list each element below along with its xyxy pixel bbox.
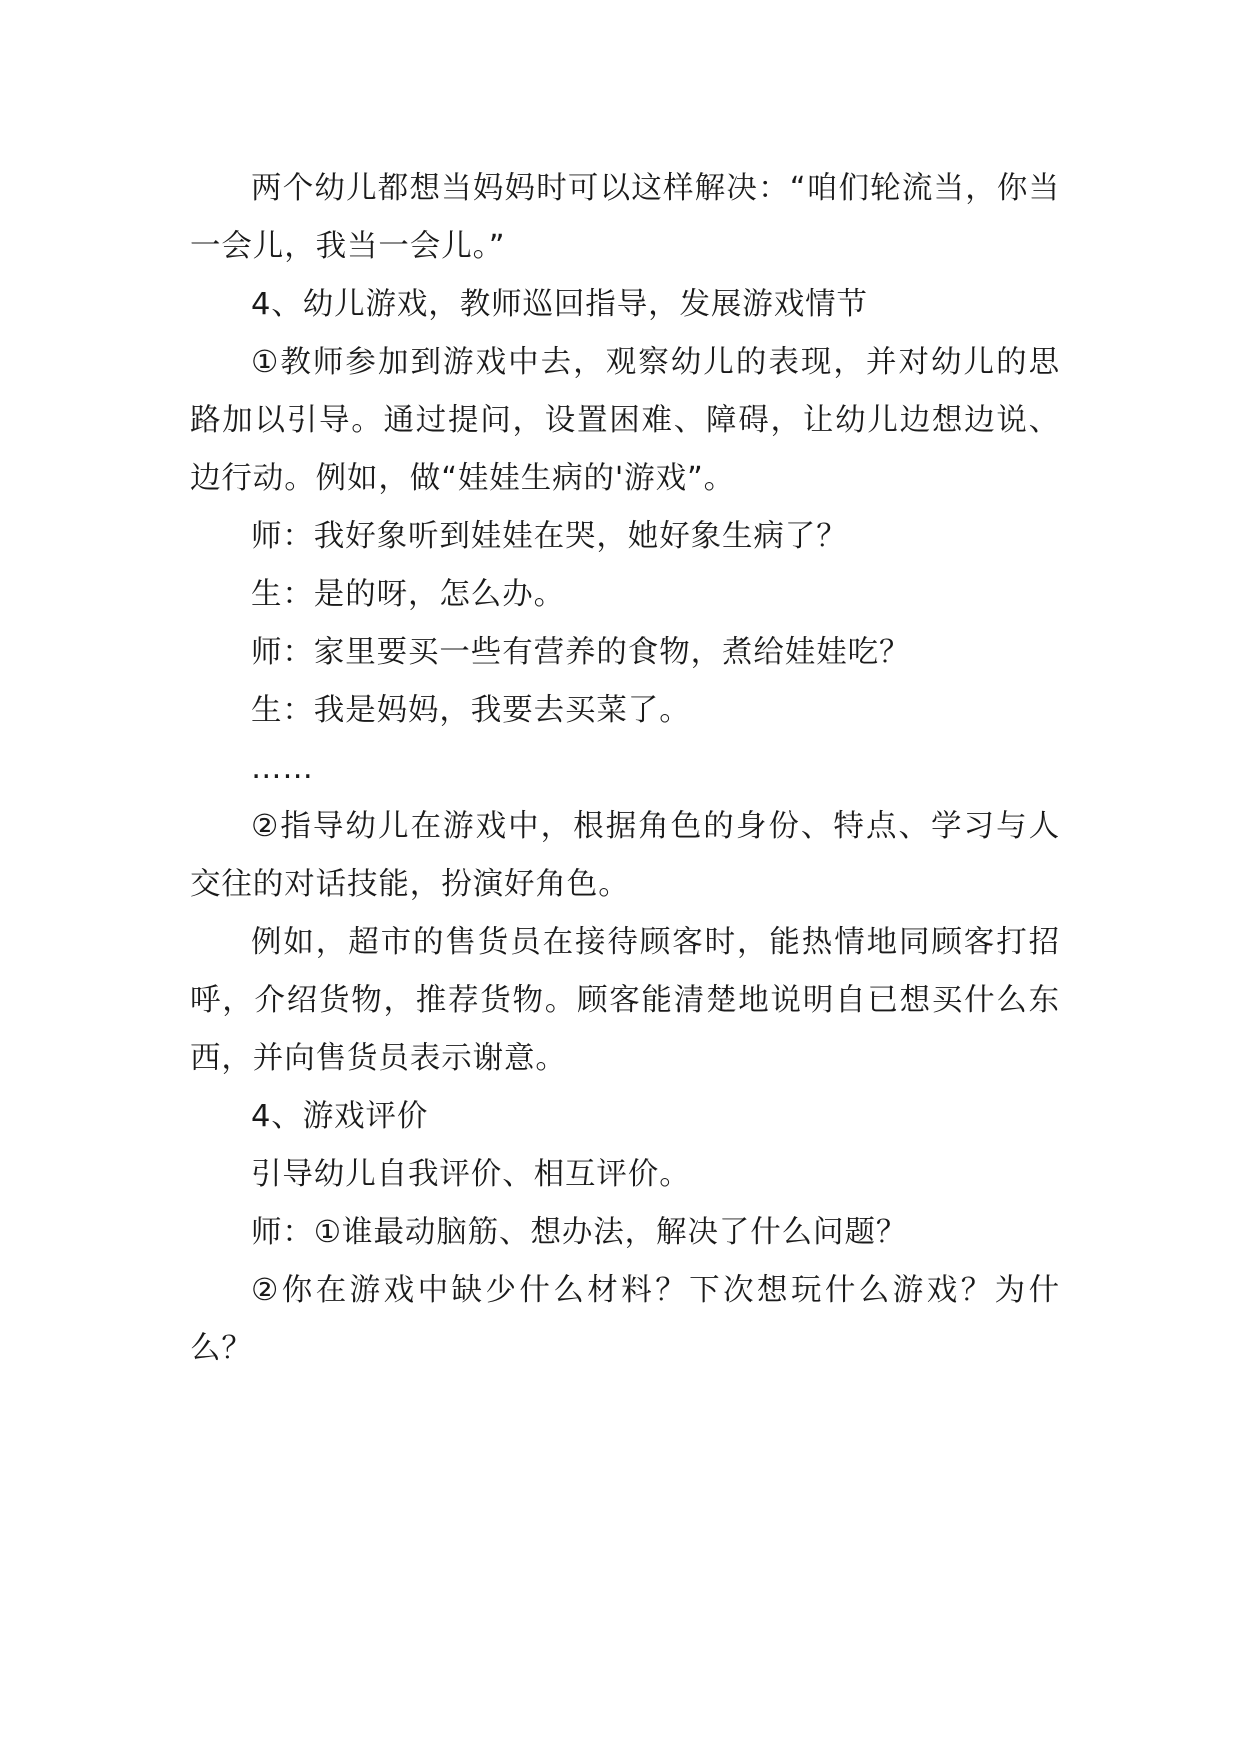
ellipsis-line: …… (251, 751, 314, 786)
evaluation-question: ②你在游戏中缺少什么材料？下次想玩什么游戏？为什么？ (190, 1273, 1060, 1366)
dialogue-line: 生：我是妈妈，我要去买菜了。 (251, 693, 691, 728)
evaluation-question: 师：①谁最动脑筋、想办法，解决了什么问题？ (251, 1215, 908, 1250)
paragraph-supermarket-example: 例如，超市的售货员在接待顾客时，能热情地同顾客打招呼，介绍货物，推荐货物。顾客能清楚地说明自已想买什么东西，并向售货员表示谢意。 (190, 925, 1060, 1076)
document-body (190, 160, 1060, 1378)
dialogue-line: 师：家里要买一些有营养的食物，煮给娃娃吃？ (251, 635, 911, 670)
paragraph-evaluation-heading: 4、游戏评价 (251, 1099, 429, 1134)
dialogue-line: 师：我好象听到娃娃在哭，她好象生病了？ (251, 519, 848, 554)
paragraph-evaluation-intro: 引导幼儿自我评价、相互评价。 (251, 1157, 691, 1192)
paragraph-teacher-guidance: ①教师参加到游戏中去，观察幼儿的表现，并对幼儿的思路加以引导。通过提问，设置困难、障碍，让幼儿边想边说、边行动。例如，做“娃娃生病的'游戏”。 (190, 345, 1060, 496)
paragraph-step-4-heading: 4、幼儿游戏，教师巡回指导，发展游戏情节 (251, 287, 868, 322)
paragraph-role-conflict: 两个幼儿都想当妈妈时可以这样解决：“咱们轮流当，你当一会儿，我当一会儿。” (190, 171, 1060, 264)
dialogue-line: 生：是的呀，怎么办。 (251, 577, 565, 612)
paragraph-role-play-guidance: ②指导幼儿在游戏中，根据角色的身份、特点、学习与人交往的对话技能，扮演好角色。 (190, 809, 1060, 902)
